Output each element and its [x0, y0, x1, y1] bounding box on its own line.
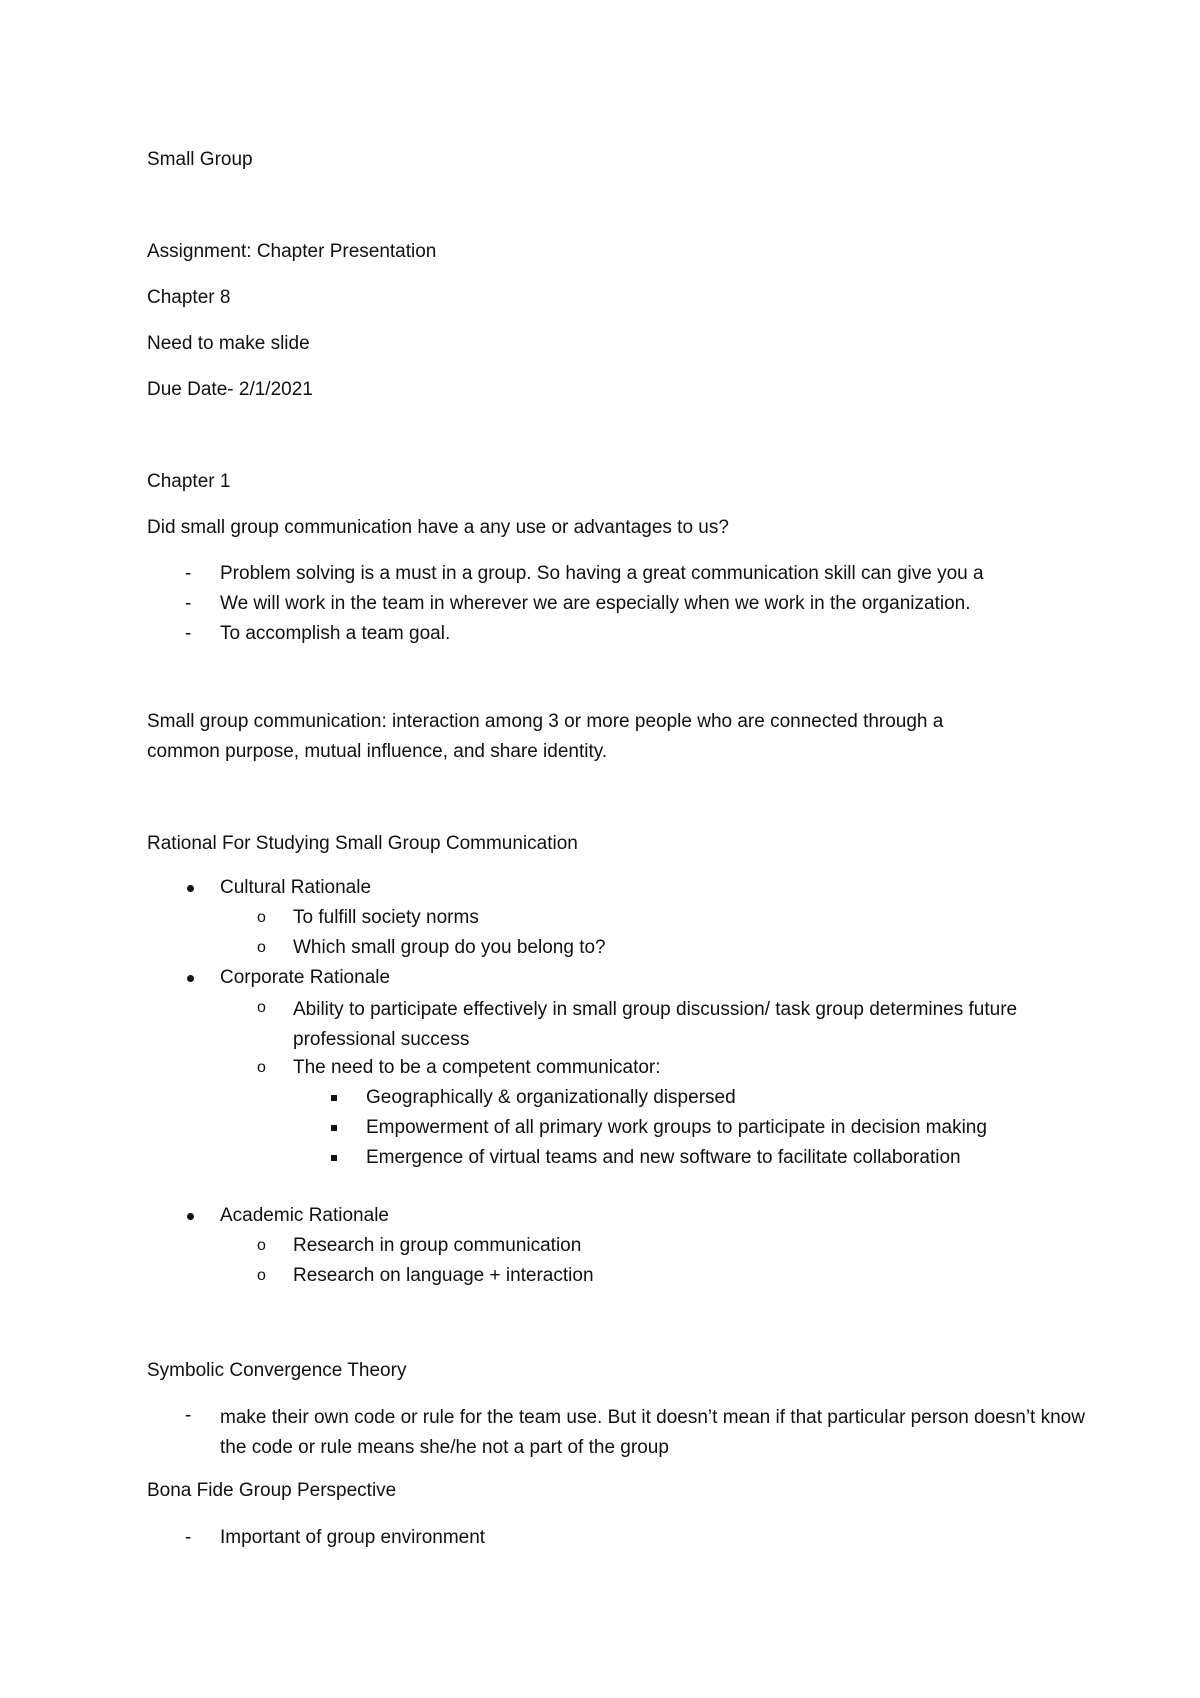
subitem-text: The need to be a competent communicator: [293, 1057, 661, 1078]
sub-marker: o [257, 909, 266, 926]
symbolic-text: make their own code or rule for the team use. But it doesn’t mean if that particular person doesn’t know the code or rule means she/he not a part of the group [220, 1407, 1085, 1458]
dash-marker: - [185, 563, 192, 584]
square-bullet [331, 1125, 337, 1131]
bullet-label: Academic Rationale [220, 1205, 389, 1226]
sub-marker: o [257, 999, 266, 1016]
subitem-text: Research on language + interaction [293, 1265, 594, 1286]
chapter-8-line: Chapter 8 [147, 287, 231, 308]
bona-fide-heading: Bona Fide Group Perspective [147, 1480, 397, 1501]
dash-marker: - [185, 623, 192, 644]
definition-line-2: common purpose, mutual influence, and share identity. [147, 741, 608, 762]
subsubitem-text: Geographically & organizationally dispersed [366, 1087, 736, 1108]
sub-marker: o [257, 939, 266, 956]
subsubitem-text: Emergence of virtual teams and new software to facilitate collaboration [366, 1147, 961, 1168]
sub-marker: o [257, 1059, 266, 1076]
subitem-text: To fulfill society norms [293, 907, 479, 928]
subsubitem-text: Empowerment of all primary work groups to participate in decision making [366, 1117, 987, 1138]
subitem-text: Which small group do you belong to? [293, 937, 606, 958]
subitem-text: Ability to participate effectively in small group discussion/ task group determines future professional success [293, 999, 1018, 1050]
rational-heading: Rational For Studying Small Group Communication [147, 833, 578, 854]
slide-note: Need to make slide [147, 333, 310, 354]
bullet-dot [187, 1213, 194, 1220]
bullet-label: Cultural Rationale [220, 877, 372, 898]
dash-marker: - [185, 593, 192, 614]
question-line: Did small group communication have a any use or advantages to us? [147, 517, 729, 538]
due-date: Due Date- 2/1/2021 [147, 379, 313, 400]
symbolic-heading: Symbolic Convergence Theory [147, 1360, 407, 1381]
square-bullet [331, 1095, 337, 1101]
bona-fide-text: Important of group environment [220, 1527, 486, 1548]
document-title: Small Group [147, 149, 253, 170]
bullet-label: Corporate Rationale [220, 967, 391, 988]
advantage-text: We will work in the team in wherever we are especially when we work in the organization. [220, 593, 971, 614]
dash-marker: - [185, 1405, 192, 1426]
advantage-text: Problem solving is a must in a group. So having a great communication skill can give you a [220, 563, 984, 584]
definition-line-1: Small group communication: interaction among 3 or more people who are connected through a [147, 711, 944, 732]
bullet-dot [187, 975, 194, 982]
advantage-text: To accomplish a team goal. [220, 623, 451, 644]
sub-marker: o [257, 1237, 266, 1254]
bullet-dot [187, 885, 194, 892]
sub-marker: o [257, 1267, 266, 1284]
dash-marker: - [185, 1527, 192, 1548]
subitem-text: Research in group communication [293, 1235, 582, 1256]
square-bullet [331, 1155, 337, 1161]
chapter-1-heading: Chapter 1 [147, 471, 231, 492]
assignment-line: Assignment: Chapter Presentation [147, 241, 437, 262]
